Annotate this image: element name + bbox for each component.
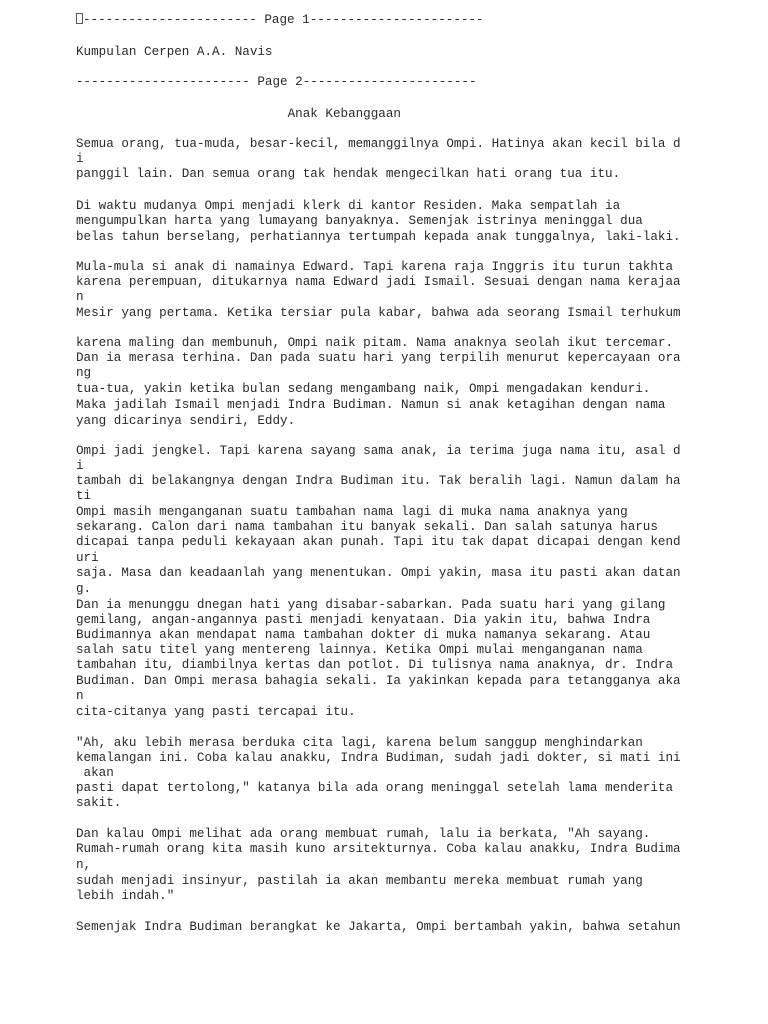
- text-line: cita-citanya yang pasti tercapai itu.: [76, 705, 356, 719]
- text-line: Budimannya akan mendapat nama tambahan dokter di muka namanya sekarang. Atau: [76, 628, 651, 642]
- text-line: n: [76, 689, 84, 703]
- text-line: ng: [76, 366, 92, 380]
- text-line: tua-tua, yakin ketika bulan sedang mengambang naik, Ompi mengadakan kenduri.: [76, 382, 651, 396]
- text-line: Ompi jadi jengkel. Tapi karena sayang sama anak, ia terima juga nama itu, asal d: [76, 444, 681, 458]
- page-2-separator: ----------------------- Page 2-----------------------: [76, 75, 477, 89]
- text-line: Ompi masih menganganan suatu tambahan nama lagi di muka nama anaknya yang: [76, 505, 628, 519]
- text-line: Budiman. Dan Ompi merasa bahagia sekali. Ia yakinkan kepada para tetangganya aka: [76, 674, 681, 688]
- text-line: Mesir yang pertama. Ketika tersiar pula kabar, bahwa ada seorang Ismail terhukum: [76, 306, 681, 320]
- text-line: g.: [76, 582, 92, 596]
- text-line: panggil lain. Dan semua orang tak hendak mengecilkan hati orang tua itu.: [76, 167, 621, 181]
- text-line: Di waktu mudanya Ompi menjadi klerk di kantor Residen. Maka sempatlah ia: [76, 199, 621, 213]
- page-1-separator-text: ----------------------- Page 1-----------------------: [83, 13, 484, 27]
- text-line: tambahan itu, diambilnya kertas dan potlot. Di tulisnya nama anaknya, dr. Indra: [76, 658, 674, 672]
- text-line: Dan ia merasa terhina. Dan pada suatu hari yang terpilih menurut kepercayaan ora: [76, 351, 681, 365]
- text-line: akan: [76, 766, 114, 780]
- text-line: n: [76, 290, 84, 304]
- text-line: saja. Masa dan keadaanlah yang menentukan. Ompi yakin, masa itu pasti akan datan: [76, 566, 681, 580]
- text-line: i: [76, 459, 84, 473]
- text-line: uri: [76, 551, 99, 565]
- text-line: Maka jadilah Ismail menjadi Indra Budiman. Namun si anak ketagihan dengan nama: [76, 398, 666, 412]
- text-line: karena perempuan, ditukarnya nama Edward jadi Ismail. Sesuai dengan nama kerajaa: [76, 275, 681, 289]
- text-line: kemalangan ini. Coba kalau anakku, Indra Budiman, sudah jadi dokter, si mati ini: [76, 751, 681, 765]
- text-line: Semua orang, tua-muda, besar-kecil, memanggilnya Ompi. Hatinya akan kecil bila d: [76, 137, 681, 151]
- text-line: karena maling dan membunuh, Ompi naik pitam. Nama anaknya seolah ikut tercemar.: [76, 336, 674, 350]
- text-line: lebih indah.": [76, 889, 175, 903]
- text-line: Semenjak Indra Budiman berangkat ke Jakarta, Ompi bertambah yakin, bahwa setahun: [76, 920, 681, 934]
- text-line: Dan kalau Ompi melihat ada orang membuat rumah, lalu ia berkata, "Ah sayang.: [76, 827, 651, 841]
- story-title: Anak Kebanggaan: [76, 107, 401, 121]
- text-line: gemilang, angan-angannya pasti menjadi kenyataan. Dia yakin itu, bahwa Indra: [76, 613, 651, 627]
- text-line: sudah menjadi insinyur, pastilah ia akan membantu mereka membuat rumah yang: [76, 874, 643, 888]
- text-line: mengumpulkan harta yang lumayang banyaknya. Semenjak istrinya meninggal dua: [76, 214, 643, 228]
- text-line: "Ah, aku lebih merasa berduka cita lagi, karena belum sanggup menghindarkan: [76, 736, 643, 750]
- text-line: Rumah-rumah orang kita masih kuno arsitekturnya. Coba kalau anakku, Indra Budima: [76, 842, 681, 856]
- text-line: Mula-mula si anak di namainya Edward. Tapi karena raja Inggris itu turun takhta: [76, 260, 674, 274]
- text-line: belas tahun berselang, perhatiannya tertumpah kepada anak tunggalnya, laki-laki.: [76, 230, 681, 244]
- text-line: n,: [76, 858, 92, 872]
- text-line: dicapai tanpa peduli kekayaan akan punah. Tapi itu tak dapat dicapai dengan kend: [76, 535, 681, 549]
- text-line: ti: [76, 489, 92, 503]
- text-line: salah satu titel yang mentereng lainnya. Ketika Ompi mulai menganganan nama: [76, 643, 643, 657]
- text-line: pasti dapat tertolong," katanya bila ada orang meninggal setelah lama menderita: [76, 781, 674, 795]
- missing-glyph-icon: [76, 13, 83, 24]
- book-title: Kumpulan Cerpen A.A. Navis: [76, 45, 273, 59]
- text-line: i: [76, 152, 84, 166]
- text-line: Dan ia menunggu dnegan hati yang disabar-sabarkan. Pada suatu hari yang gilang: [76, 598, 666, 612]
- page-1-separator: [76, 12, 484, 28]
- text-line: tambah di belakangnya dengan Indra Budiman itu. Tak beralih lagi. Namun dalam ha: [76, 474, 681, 488]
- text-line: sakit.: [76, 796, 122, 810]
- text-line: sekarang. Calon dari nama tambahan itu banyak sekali. Dan salah satunya harus: [76, 520, 658, 534]
- text-line: yang dicarinya sendiri, Eddy.: [76, 414, 296, 428]
